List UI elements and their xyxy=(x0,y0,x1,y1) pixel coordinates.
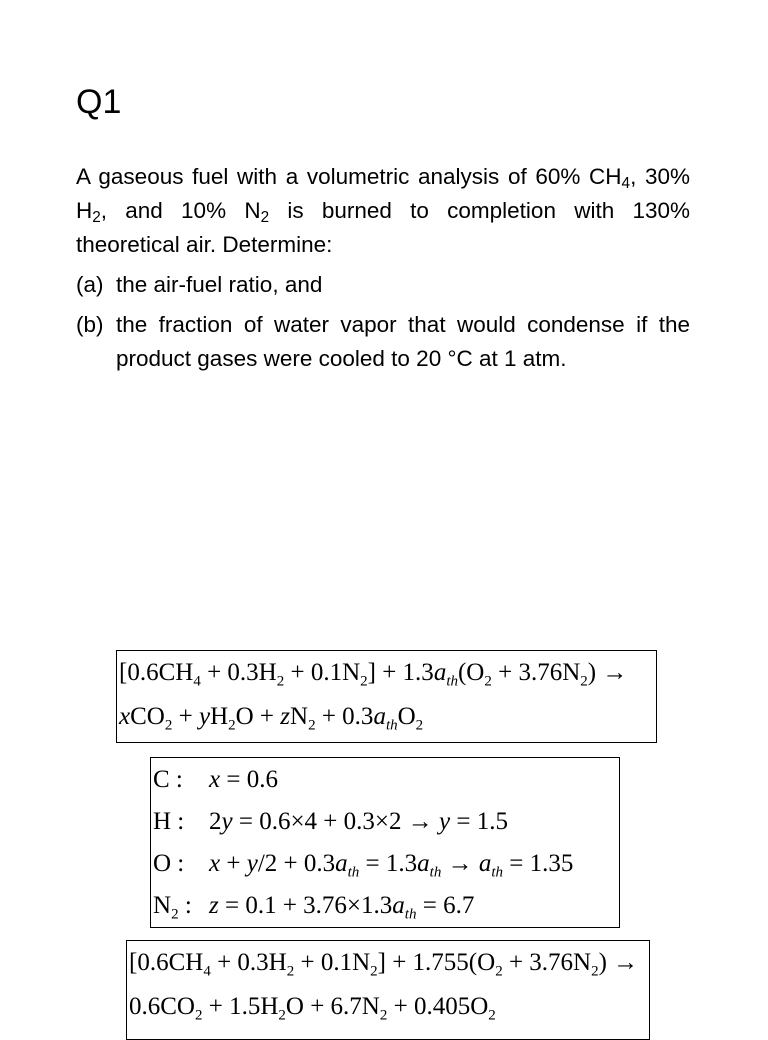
balance-row-hydrogen: H : 2y = 0.6×4 + 0.3×2 → y = 1.5 xyxy=(153,808,508,835)
part-label: (b) xyxy=(76,312,104,337)
part-text: the air-fuel ratio, and xyxy=(116,272,323,297)
balance-row-nitrogen: $N_2$ : $z = 0.1 + 3.76\times 1.3a_{th} = 6.7$ xyxy=(153,892,475,923)
problem-part-b xyxy=(76,308,690,376)
balance-row-oxygen: O : $x + y/2 + 0.3a_{th} = 1.3a_{th} \to a_{th} = 1.35$ xyxy=(153,850,574,881)
problem-intro: A gaseous fuel with a volumetric analysis of 60% $CH_4$, 30% $H_2$, and 10% $N_2$ is burned to completion with 130% theoretical air. Determine: xyxy=(76,164,690,257)
combustion-equation-box xyxy=(116,650,657,743)
equation-line: $0.6CO_2 + 1.5H_2O + 6.7N_2 + 0.405O_2$ xyxy=(129,993,496,1024)
problem-part-a xyxy=(76,268,690,302)
equation-line: $[0.6CH_4 + 0.3H_2 + 0.1N_2] + 1.755(O_2 + 3.76N_2)$ → xyxy=(129,949,639,980)
problem-statement xyxy=(76,160,690,376)
part-text: the fraction of water vapor that would condense if the product gases were cooled to 20 °C at 1 atm. xyxy=(116,312,690,371)
balance-row-carbon: C : x = 0.6 xyxy=(153,766,278,793)
equation-line: $xCO_2 + yH_2O + zN_2 + 0.3a_{th}O_2$ xyxy=(119,703,424,734)
equation-line: $[0.6CH_4 + 0.3H_2 + 0.1N_2] + 1.3a_{th}(O_2 + 3.76N_2)$ → xyxy=(119,659,628,690)
element-balance-box xyxy=(150,757,620,928)
balanced-equation-box xyxy=(126,940,650,1040)
slide-title: Q1 xyxy=(76,83,122,121)
part-label: (a) xyxy=(76,272,104,297)
